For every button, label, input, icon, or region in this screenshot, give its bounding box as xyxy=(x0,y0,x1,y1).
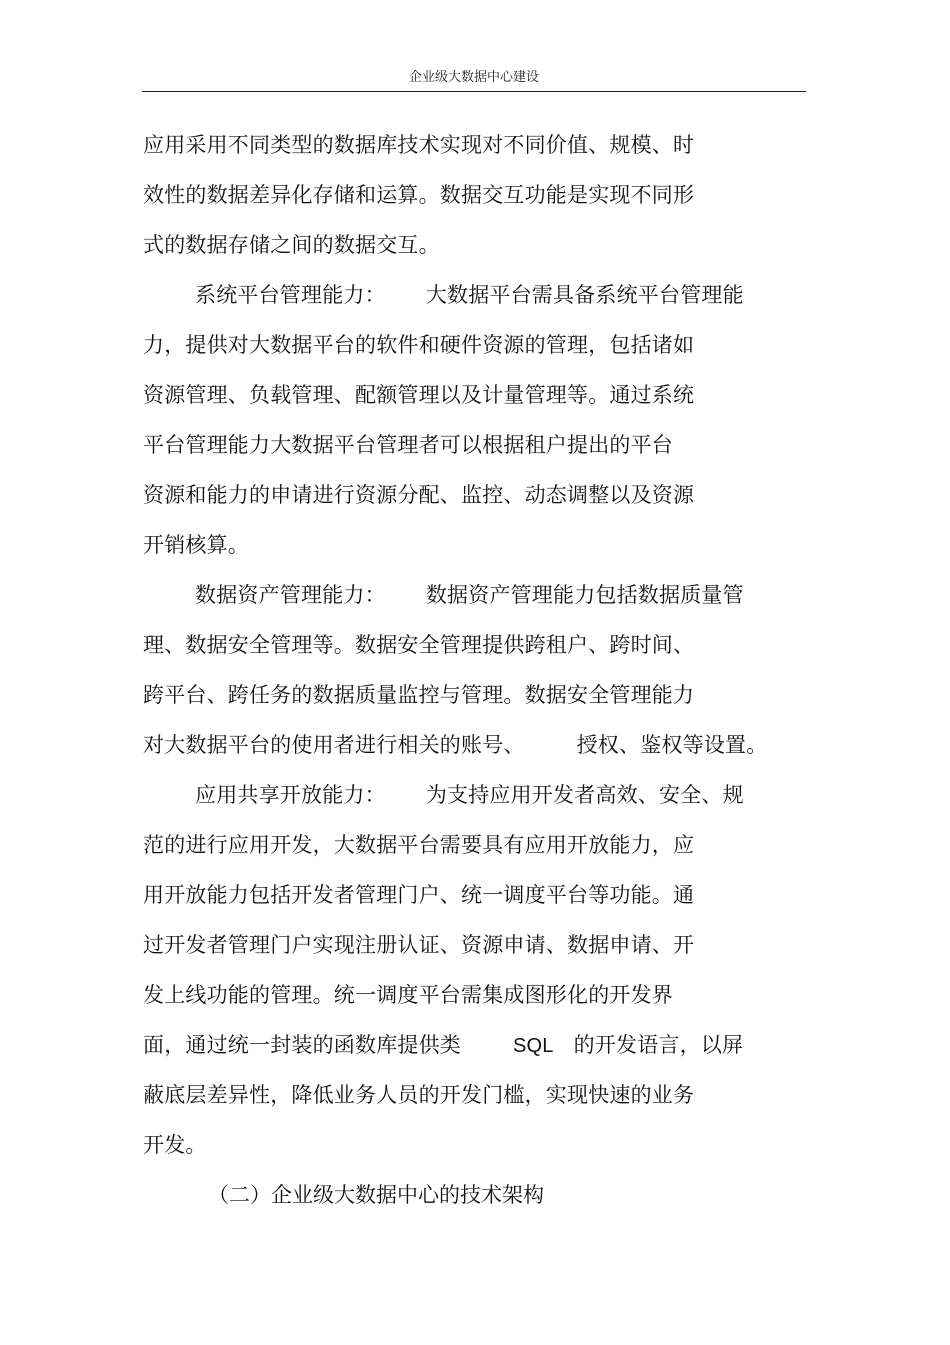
body-line: 力，提供对大数据平台的软件和硬件资源的管理，包括诸如 xyxy=(143,333,695,357)
paragraph-heading: 应用共享开放能力： xyxy=(195,783,386,807)
body-line: 发上线功能的管理。统一调度平台需集成图形化的开发界 xyxy=(143,983,673,1007)
paragraph-heading: 数据资产管理能力： xyxy=(195,583,386,607)
body-text: 面，通过统一封装的函数库提供类 xyxy=(143,1033,461,1057)
paragraph-first-line xyxy=(195,281,744,309)
body-line: 过开发者管理门户实现注册认证、资源申请、数据申请、开 xyxy=(143,933,695,957)
section-heading: （二）企业级大数据中心的技术架构 xyxy=(208,1183,544,1207)
body-line: 资源管理、负载管理、配额管理以及计量管理等。通过系统 xyxy=(143,383,695,407)
body-line: 开销核算。 xyxy=(143,533,249,557)
body-line: 蔽底层差异性，降低业务人员的开发门槛，实现快速的业务 xyxy=(143,1083,695,1107)
sql-term: SQL xyxy=(513,1035,554,1057)
body-text: 的开发语言，以屏 xyxy=(573,1033,744,1057)
body-line: 理、数据安全管理等。数据安全管理提供跨租户、跨时间、 xyxy=(143,633,695,657)
body-line: 用开放能力包括开发者管理门户、统一调度平台等功能。通 xyxy=(143,883,695,907)
body-line: 开发。 xyxy=(143,1133,207,1157)
body-text: 对大数据平台的使用者进行相关的账号、 xyxy=(143,733,525,757)
page-header: 企业级大数据中心建设 xyxy=(408,70,539,85)
body-line: 资源和能力的申请进行资源分配、监控、动态调整以及资源 xyxy=(143,483,695,507)
body-line xyxy=(143,1031,743,1060)
body-text: 数据资产管理能力包括数据质量管 xyxy=(425,583,744,607)
body-line: 跨平台、跨任务的数据质量监控与管理。数据安全管理能力 xyxy=(143,683,695,707)
paragraph-first-line xyxy=(195,581,744,609)
body-text: 授权、鉴权等设置。 xyxy=(576,733,768,757)
paragraph-first-line xyxy=(195,781,744,809)
body-text: 为支持应用开发者高效、安全、规 xyxy=(425,783,744,807)
body-line xyxy=(143,731,767,759)
body-line: 平台管理能力大数据平台管理者可以根据租户提出的平台 xyxy=(143,433,673,457)
paragraph-heading: 系统平台管理能力： xyxy=(195,283,386,307)
body-line: 范的进行应用开发，大数据平台需要具有应用开放能力，应 xyxy=(143,833,695,857)
header-divider xyxy=(142,91,806,92)
body-line: 应用采用不同类型的数据库技术实现对不同价值、规模、时 xyxy=(143,133,695,157)
body-text: 大数据平台需具备系统平台管理能 xyxy=(425,283,744,307)
body-line: 式的数据存储之间的数据交互。 xyxy=(143,233,440,257)
body-line: 效性的数据差异化存储和运算。数据交互功能是实现不同形 xyxy=(143,183,695,207)
